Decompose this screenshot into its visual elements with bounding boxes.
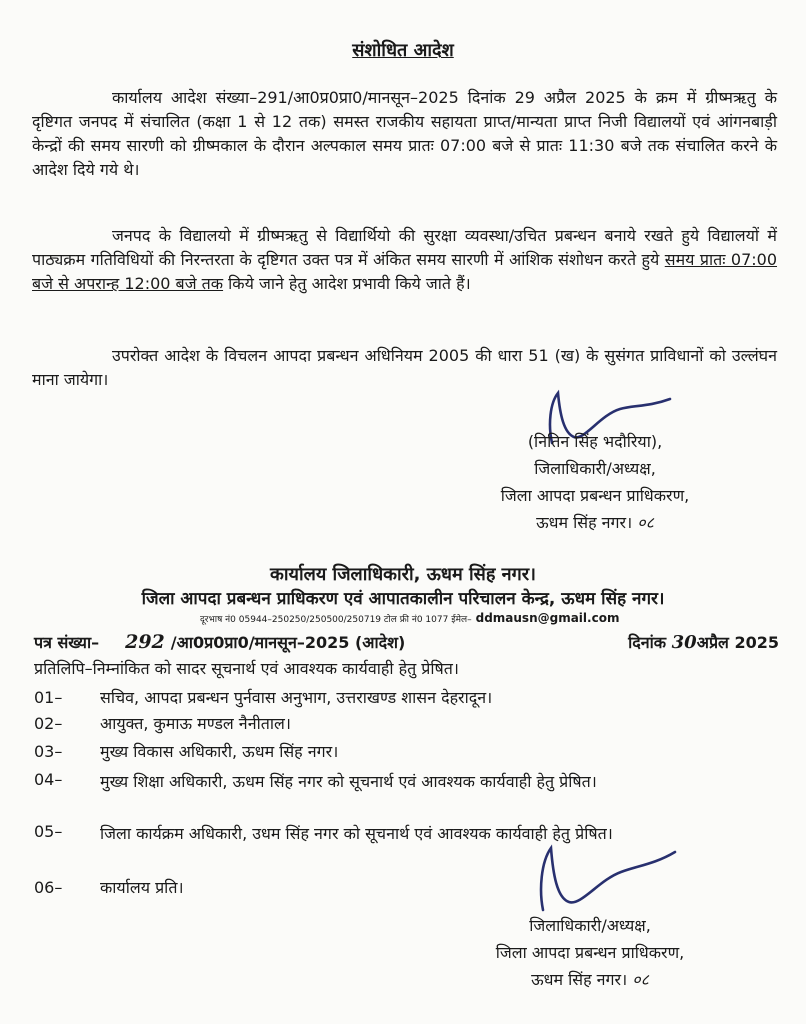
copy-item-number: 06– bbox=[34, 878, 63, 897]
signatory-2-designation: जिलाधिकारी/अध्यक्ष, bbox=[529, 916, 651, 935]
letter-date-label: दिनांक bbox=[628, 633, 667, 652]
copy-list-item bbox=[34, 768, 774, 816]
copy-item-text: जिला कार्यक्रम अधिकारी, उधम सिंह नगर को सूचनार्थ एवं आवश्यक कार्यवाही हेतु प्रेषित। bbox=[100, 824, 613, 843]
signature-2 bbox=[525, 840, 685, 920]
office-header-line-2: जिला आपदा प्रबन्धन प्राधिकरण एवं आपातकालीन परिचालन केन्द्र, ऊधम सिंह नगर। bbox=[141, 589, 665, 609]
order-paragraph-2 bbox=[32, 224, 777, 296]
signatory-mark: ०८ bbox=[637, 513, 654, 532]
order-title: संशोधित आदेश bbox=[352, 40, 454, 61]
signatory-2-authority: जिला आपदा प्रबन्धन प्राधिकरण, bbox=[495, 943, 685, 962]
copy-list-item bbox=[34, 712, 774, 736]
copy-item-text: कार्यालय प्रति। bbox=[100, 878, 184, 897]
order-paragraph-2-text-a: जनपद के विद्यालयो में ग्रीष्मऋतु से विद्यार्थियो की सुरक्षा व्यवस्था/उचित प्रबन्धन बनाये रखते हुये विद्यालयों में पाठ्यक्रम गतिविधियों की निरन्तरता के दृष्टिगत उक्त पत्र में अंकित समय सारणी में आंशिक संशोधन करते हुये bbox=[32, 226, 777, 269]
copy-item-text: सचिव, आपदा प्रबन्धन पुर्नवास अनुभाग, उत्तराखण्ड शासन देहरादून। bbox=[100, 688, 493, 707]
signatory-place-text: ऊधम सिंह नगर। bbox=[536, 513, 633, 532]
letter-number-line bbox=[34, 631, 779, 653]
copy-item-text: मुख्य शिक्षा अधिकारी, ऊधम सिंह नगर को सूचनार्थ एवं आवश्यक कार्यवाही हेतु प्रेषित। bbox=[100, 772, 597, 791]
copy-intro: प्रतिलिपि–निम्नांकित को सादर सूचनार्थ एवं आवश्यक कार्यवाही हेतु प्रेषित। bbox=[34, 659, 459, 678]
letter-date bbox=[628, 631, 779, 653]
order-paragraph-2-text-b: किये जाने हेतु आदेश प्रभावी किये जाते हैं। bbox=[228, 274, 471, 293]
signatory-2-mark: ०८ bbox=[632, 970, 649, 989]
revised-timing-highlight: समय प्रातः 07:00 बजे से अपरान्ह 12:00 बजे तक bbox=[32, 250, 778, 293]
copy-list-item bbox=[34, 740, 774, 764]
signatory-place bbox=[470, 509, 720, 536]
letter-number-label: पत्र संख्या– bbox=[34, 633, 100, 652]
copy-item-number: 01– bbox=[34, 688, 63, 707]
letter-date-day: 30 bbox=[671, 632, 697, 653]
office-email: ddmausn@gmail.com bbox=[475, 611, 620, 625]
letter-number: 292 bbox=[125, 631, 165, 653]
copy-item-text: मुख्य विकास अधिकारी, ऊधम सिंह नगर। bbox=[100, 742, 339, 761]
letter-date-rest: अप्रैल 2025 bbox=[696, 633, 779, 652]
copy-item-number: 04– bbox=[34, 770, 63, 789]
order-paragraph-1: कार्यालय आदेश संख्या–291/आ0प्र0प्रा0/मानसून–2025 दिनांक 29 अप्रैल 2025 के क्रम में ग्रीष्मऋतु के दृष्टिगत जनपद में संचालित (कक्षा 1 से 12 तक) समस्त राजकीय सहायता प्राप्त/मान्यता प्राप्त निजी विद्यालयों एवं आंगनबाड़ी केन्द्रों की समय सारणी को ग्रीष्मकाल के दौरान अल्पकाल समय प्रातः 07:00 बजे से प्रातः 11:30 बजे तक संचालित करने के आदेश दिये गये थे। bbox=[32, 88, 777, 179]
signatory-2-place-text: ऊधम सिंह नगर। bbox=[531, 970, 628, 989]
signatory-block-1 bbox=[470, 428, 720, 536]
office-contact-numbers: दूरभाष नं0 05944–250250/250500/250719 टोल फ्री नं0 1077 ईमेल– bbox=[200, 615, 472, 625]
signatory-name: (नितिन सिंह भदौरिया), bbox=[527, 432, 663, 451]
signatory-block-2 bbox=[455, 912, 725, 993]
signatory-authority: जिला आपदा प्रबन्धन प्राधिकरण, bbox=[500, 486, 690, 505]
signatory-2-place bbox=[455, 966, 725, 993]
copy-item-number: 03– bbox=[34, 742, 63, 761]
order-paragraph-3: उपरोक्त आदेश के विचलन आपदा प्रबन्धन अधिनियम 2005 की धारा 51 (ख) के सुसंगत प्राविधानों को उल्लंघन माना जायेगा। bbox=[32, 346, 777, 389]
copy-list-item bbox=[34, 686, 774, 710]
copy-item-text: आयुक्त, कुमाऊ मण्डल नैनीताल। bbox=[100, 714, 291, 733]
letter-reference: /आ0प्र0प्रा0/मानसून–2025 (आदेश) bbox=[170, 633, 406, 652]
office-contact-line bbox=[200, 611, 619, 625]
copy-item-number: 02– bbox=[34, 714, 63, 733]
office-header-line-1: कार्यालय जिलाधिकारी, ऊधम सिंह नगर। bbox=[270, 564, 536, 585]
copy-item-number: 05– bbox=[34, 822, 63, 841]
signatory-designation: जिलाधिकारी/अध्यक्ष, bbox=[534, 459, 656, 478]
